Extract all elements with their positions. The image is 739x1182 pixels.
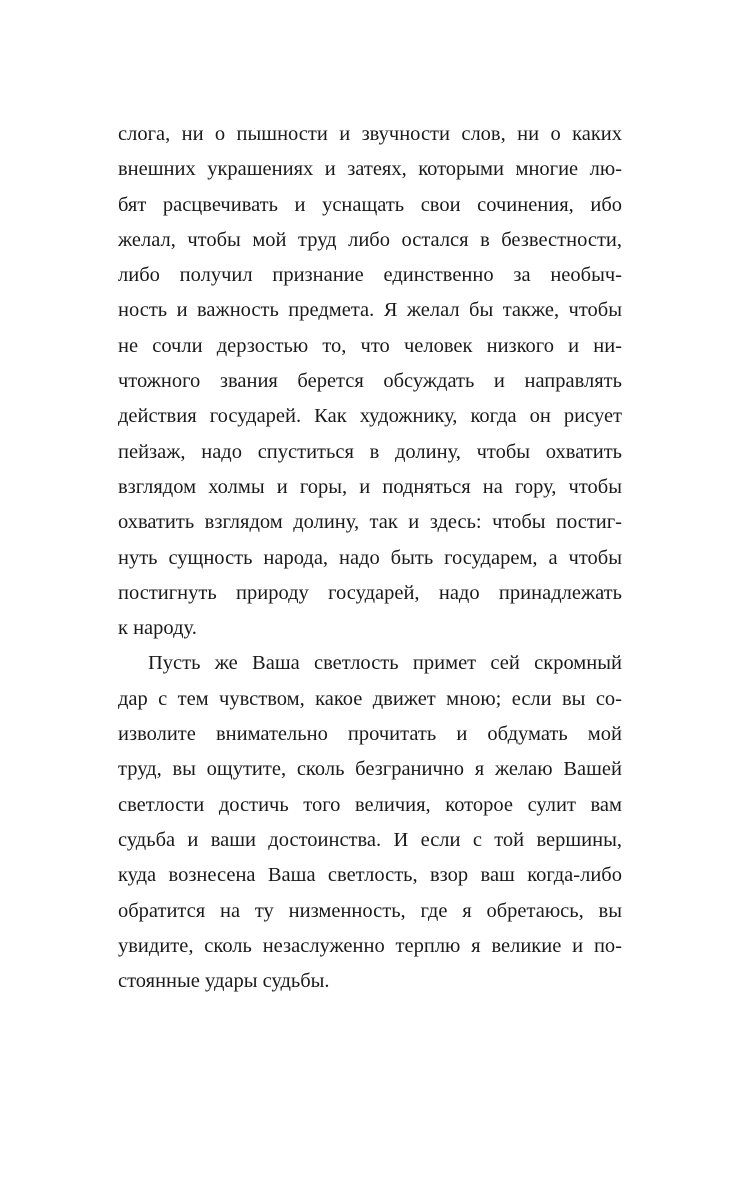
text-line: желал, чтобы мой труд либо остался в безвестности,: [118, 228, 622, 251]
body-text: [118, 117, 622, 999]
paragraph-1: [118, 117, 622, 646]
text-line: постигнуть природу государей, надо принадлежать: [118, 581, 622, 604]
text-line: светлости достичь того величия, которое сулит вам: [118, 793, 622, 816]
text-line: слога, ни о пышности и звучности слов, ни о каких: [118, 123, 622, 145]
text-line: к народу.: [118, 617, 197, 640]
text-line: нуть сущность народа, надо быть государем, а чтобы: [118, 546, 622, 569]
text-line: судьба и ваши достоинства. И если с той вершины,: [118, 828, 622, 851]
text-line: увидите, сколь незаслуженно терплю я великие и по-: [118, 934, 622, 957]
text-line: не сочли дерзостью то, что человек низкого и ни-: [118, 334, 622, 357]
text-line: бят расцвечивать и уснащать свои сочинения, ибо: [118, 193, 622, 216]
text-line: охватить взглядом долину, так и здесь: чтобы постиг-: [118, 511, 622, 534]
text-line: либо получил признание единственно за необыч-: [118, 264, 622, 287]
text-line: взглядом холмы и горы, и подняться на гору, чтобы: [118, 475, 622, 498]
text-line: ность и важность предмета. Я желал бы также, чтобы: [118, 299, 622, 322]
text-line: чтожного звания берется обсуждать и направлять: [118, 370, 622, 393]
text-line: пейзаж, надо спуститься в долину, чтобы охватить: [118, 440, 622, 463]
paragraph-2: [118, 646, 622, 999]
text-line: действия государей. Как художнику, когда он рисует: [118, 405, 622, 428]
text-line: изволите внимательно прочитать и обдумать мой: [118, 723, 622, 746]
text-line: Пусть же Ваша светлость примет сей скромный: [148, 652, 622, 675]
text-line: обратится на ту низменность, где я обретаюсь, вы: [118, 899, 622, 922]
text-line: куда вознесена Ваша светлость, взор ваш когда-либо: [118, 864, 622, 887]
text-line: стоянные удары судьбы.: [118, 970, 330, 993]
text-line: дар с тем чувством, какое движет мною; если вы со-: [118, 687, 622, 710]
text-line: труд, вы ощутите, сколь безгранично я желаю Вашей: [118, 758, 622, 781]
text-line: внешних украшениях и затеях, которыми многие лю-: [118, 158, 622, 181]
